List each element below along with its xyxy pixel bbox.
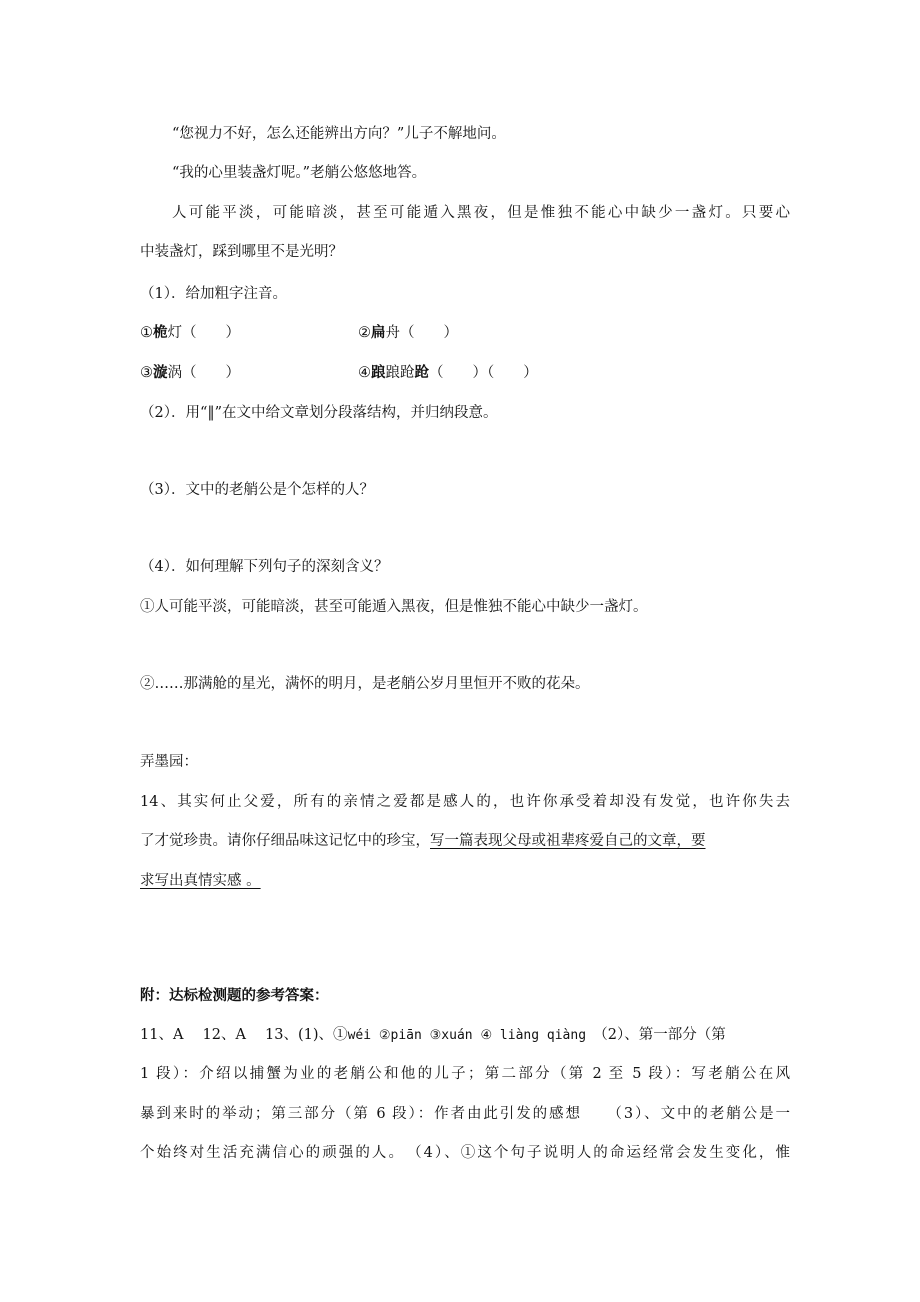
writing-prompt-line-1: 14、其实何止父爱，所有的亲情之爱都是感人的，也许你承受着却没有发觉，也许你失去 xyxy=(140,794,790,810)
question-4-sentence-1: ①人可能平淡，可能暗淡，甚至可能遁入黑夜，但是惟独不能心中缺少一盏灯。 xyxy=(140,599,648,615)
answers-line-1 xyxy=(140,1025,790,1046)
question-1-item-1: ①桅灯（ ） xyxy=(140,324,240,341)
question-4-sentence-2: ②……那满舱的星光，满怀的明月，是老艄公岁月里恒开不败的花朵。 xyxy=(140,676,590,692)
answers-pinyin: wéi ②piān ③xuán ④ liàng qiàng xyxy=(347,1028,587,1043)
passage-paragraph-3-line-2: 中装盏灯，踩到哪里不是光明？ xyxy=(140,244,343,260)
answers-title: 附：达标检测题的参考答案： xyxy=(140,987,329,1004)
question-1-item-3: ③漩涡（ ） xyxy=(140,364,240,381)
question-1-item-4: ④踉踉跄跄（ ）（ ） xyxy=(358,364,538,381)
writing-section-title: 弄墨园： xyxy=(140,754,198,770)
question-3: （3）．文中的老艄公是个怎样的人？ xyxy=(140,482,374,498)
question-1-row-1 xyxy=(140,323,790,343)
question-2: （2）．用“‖”在文中给文章划分段落结构，并归纳段意。 xyxy=(140,405,498,421)
writing-prompt-text: 了才觉珍贵。请你仔细品味这记忆中的珍宝， xyxy=(140,833,430,849)
question-1-title: （1）．给加粗字注音。 xyxy=(140,286,287,302)
passage-paragraph-1: “您视力不好，怎么还能辨出方向？”儿子不解地问。 xyxy=(172,126,506,142)
answers-part-2-start: （2）、第一部分（第 xyxy=(600,1027,726,1043)
answers-line-4: 个始终对生活充满信心的顽强的人。 （4）、①这个句子说明人的命运经常会发生变化，惟 xyxy=(140,1145,790,1161)
question-4-title: （4）．如何理解下列句子的深刻含义？ xyxy=(140,559,389,575)
answers-line-3: 暴到来时的举动；第三部分（第 6 段）：作者由此引发的感想 （3）、文中的老艄公是一 xyxy=(140,1106,790,1122)
writing-prompt-requirement-end: 求写出真情实感 。 xyxy=(140,873,261,889)
writing-prompt-line-3 xyxy=(140,871,790,891)
writing-prompt-requirement: 写一篇表现父母或祖辈疼爱自己的文章，要 xyxy=(430,833,706,849)
answers-line-2: 1 段）：介绍以捕蟹为业的老艄公和他的儿子；第二部分（第 2 至 5 段）：写老艄公在风 xyxy=(140,1066,790,1082)
passage-paragraph-2: “我的心里装盏灯呢。”老艄公悠悠地答。 xyxy=(172,165,427,181)
passage-paragraph-3-line-1: 人可能平淡，可能暗淡，甚至可能遁入黑夜，但是惟独不能心中缺少一盏灯。只要心 xyxy=(172,205,790,221)
writing-prompt-line-2 xyxy=(140,831,790,851)
question-1-row-2 xyxy=(140,363,790,383)
question-1-item-2: ②扁舟（ ） xyxy=(358,324,458,341)
answers-choice-answers: 11、A 12、A 13、(1)、① xyxy=(140,1027,348,1043)
